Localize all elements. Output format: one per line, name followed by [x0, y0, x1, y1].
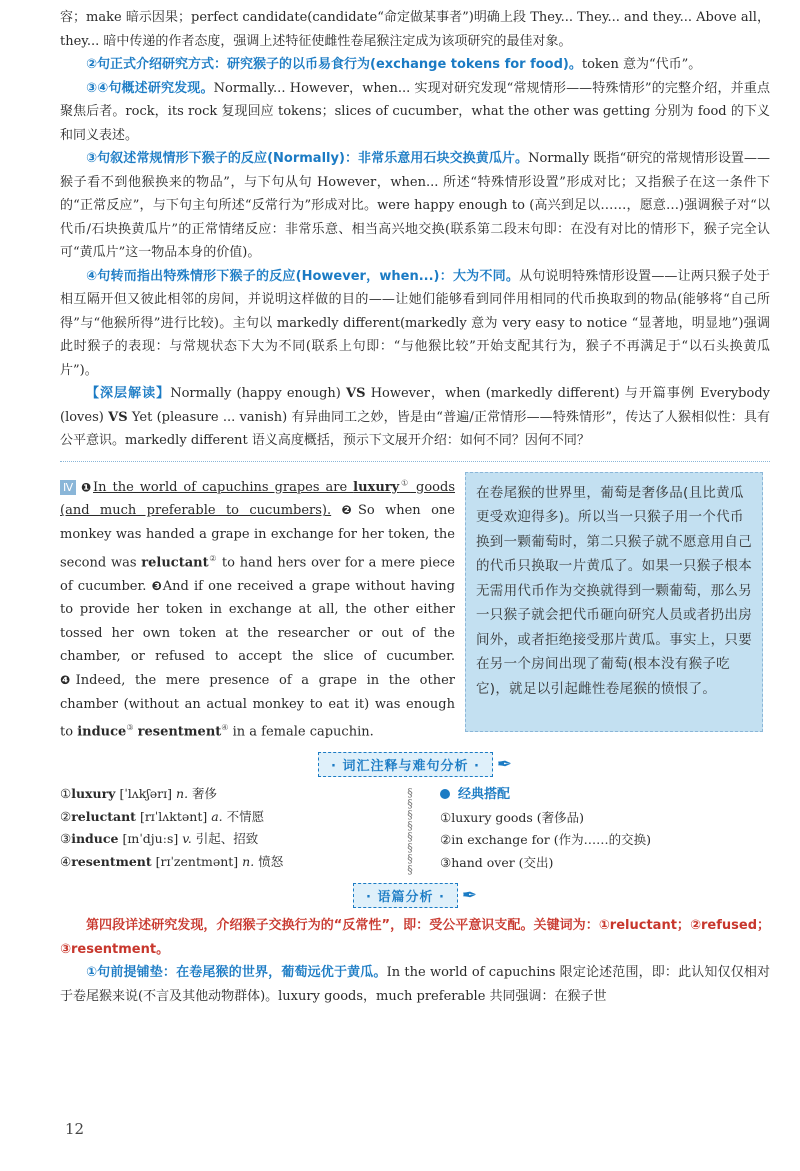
translation-box: 在卷尾猴的世界里，葡萄是奢侈品(且比黄瓜更受欢迎得多)。所以当一只猴子用一个代币换到一颗葡萄时，第二只猴子就不愿意用自己的代币只换取一片黄瓜了。如果一只猴子根本无需用代币作为交换就得到一颗葡萄，那么另一只猴子就会把代币砸向研究人员或者扔出房间外，或者拒绝接受那片黄瓜。事实上，只要在另一个房间出现了葡萄(根本没有猴子吃它)，就足以引起雌性卷尾猴的愤恨了。	[465, 472, 763, 732]
analysis-p1-body: In the world of capuchins 限定论述范围，即：此认知仅仅相对于卷尾猴来说(不言及其他动物群体)。luxury goods，much preferable 共同强调：在猴子世	[60, 965, 771, 1004]
analysis-p1	[60, 961, 770, 1008]
vocab-banner	[60, 752, 770, 777]
collocation-item: ③hand over (交出)	[440, 854, 554, 870]
vocab-pos: n.	[242, 853, 255, 869]
vocab-ipa: [ɪnˈdjuːs]	[122, 831, 179, 847]
para-top-4-head: ③句叙述常规情形下猴子的反应(Normally)：非常乐意用石块交换黄瓜片。	[86, 151, 529, 166]
para-top-5	[60, 265, 770, 383]
sentence-4-pre: Indeed, the mere presence of a grape in the other chamber (without an actual monkey to eat it) was enough to	[60, 672, 455, 740]
collocations-title	[440, 783, 770, 807]
page-number: 12	[65, 1120, 85, 1138]
vocab-num: ②	[60, 808, 72, 824]
vocab-ipa: [ˈlʌkʃərɪ]	[119, 786, 173, 802]
collocations-title-text: 经典搭配	[458, 787, 511, 803]
mark-1: ①	[399, 478, 411, 488]
sentence-2-num: ❷	[341, 503, 358, 518]
para-top-2-body: token 意为“代币”。	[581, 57, 702, 72]
vocab-num: ①	[60, 786, 72, 802]
para-top-3-body: Normally... However，when... 实现对研究发现“常规情形——特殊情形”的完整介绍，并重点聚焦后者。rock，its rock 复现回应 tokens；slices of cucumber，what the other was getting 分别为 food 的下义和同义表述。	[60, 80, 770, 143]
sentence-4-num: ❹	[60, 672, 76, 687]
vocab-item	[60, 851, 400, 874]
keyword-induce: induce	[77, 724, 127, 740]
keyword-luxury: luxury	[353, 479, 400, 495]
keyword-resentment: resentment	[137, 724, 222, 740]
vocab-meaning: 引起、招致	[195, 831, 259, 847]
section-roman-numeral: Ⅳ	[60, 480, 76, 495]
sentence-1-pre: In the world of capuchins grapes are	[93, 479, 354, 495]
vocab-banner-label: · 词汇注释与难句分析 ·	[318, 752, 493, 777]
para-top-4-body: Normally 既指“研究的常规情形设置——猴子看不到他猴换来的物品”，与下句从句 However，when... 所述“特殊情形设置”形成对比；又指猴子在这一条件下的“正常反应”，与下句主句所述“反常行为”形成对比。were happy enough to (高兴到足以……，愿意…)强调猴子对“以代币/石块换黄瓜片”的正常情绪反应：非常乐意、相当高兴地交换(联系第二段末句即：在没有对比的情形下，猴子完全认可“黄瓜片”这一物品本身的价值)。	[60, 151, 770, 260]
vocab-num: ④	[60, 853, 72, 869]
vocab-item	[60, 828, 400, 851]
deep-reading-vs2: VS	[108, 409, 128, 425]
vocab-word: induce	[71, 831, 119, 847]
deep-reading-a: Normally (happy enough)	[170, 386, 347, 401]
collocation-item: ②in exchange for (作为……的交换)	[440, 832, 651, 848]
section-4-english	[60, 472, 455, 745]
vocab-word: reluctant	[71, 808, 136, 824]
analysis-banner-label: · 语篇分析 ·	[353, 883, 458, 908]
sentence-1-num: ❶	[79, 479, 94, 494]
sentence-3: And if one received a grape without having to provide her token in exchange at all, the other either tossed her own token at the researcher or out of the chamber, or refused to accept the slice of cucumber.	[60, 578, 455, 665]
collocation-item: ①luxury goods (奢侈品)	[440, 809, 585, 825]
sentence-4-post: in a female capuchin.	[228, 724, 374, 740]
vocab-pos: n.	[176, 786, 189, 802]
sentence-2-post: to hand hers over for a mere piece of cucumber.	[60, 554, 456, 594]
analysis-banner	[60, 883, 770, 908]
analysis-head: 第四段详述研究发现，介绍猴子交换行为的“反常性”，即：受公平意识支配。关键词为：①reluctant；②refused；③resentment。	[60, 918, 770, 957]
vocab-list	[60, 783, 400, 875]
vocab-ipa: [rɪˈzentmənt]	[155, 853, 239, 869]
para-top-3	[60, 77, 770, 148]
para-top-2-head: ②句正式介绍研究方式：研究猴子的以币易食行为(exchange tokens for food)。	[86, 57, 582, 72]
bullet-dot-icon	[440, 789, 450, 799]
vocab-num: ③	[60, 831, 72, 847]
para-top-5-body: 从句说明特殊情形设置——让两只猴子处于相互隔开但又彼此相邻的房间，并说明这样做的目的——让她们能够看到同伴用相同的代币换取到的物品(能够将“自己所得”与“他猴所得”进行比较)。主句以 markedly different(markedly 意为 very easy to notice “显著地，明显地”)强调此时猴子的表现：与常规状态下大为不同(联系上句即：“与他猴比较”开始支配其行为，猴子不再满足于“以石头换黄瓜片”)。	[60, 268, 770, 378]
para-top-2	[60, 53, 770, 77]
quill-icon: ✒	[496, 754, 513, 776]
mark-4: ④	[221, 723, 229, 733]
para-top-3-head: ③④句概述研究发现。	[86, 80, 214, 96]
vocab-section	[60, 783, 770, 875]
mark-2: ②	[208, 553, 218, 563]
deep-reading-vs1: VS	[346, 386, 366, 401]
divider	[60, 461, 770, 462]
para-top-5-head: ④句转而指出特殊情形下猴子的反应(However，when...)：大为不同。	[86, 268, 520, 284]
keyword-reluctant: reluctant	[141, 554, 209, 570]
vocab-meaning: 愤怒	[258, 853, 284, 869]
chain-divider: § § § § § § § §	[407, 786, 413, 877]
vocab-word: luxury	[71, 786, 116, 802]
sentence-3-num: ❸	[151, 578, 163, 593]
analysis-p1-head: ①句前提铺垫：在卷尾猴的世界，葡萄远优于黄瓜。	[86, 965, 387, 981]
deep-reading-label: 【深层解读】	[86, 386, 171, 401]
mark-3: ③	[126, 723, 134, 733]
section-4	[60, 472, 770, 745]
sentence-1-post: goods (and much preferable to cucumbers).	[60, 479, 455, 519]
vocab-word: resentment	[71, 853, 152, 869]
vocab-meaning: 奢侈	[192, 786, 218, 802]
para-top-4	[60, 147, 770, 265]
para-top-1: 容；make 暗示因果；perfect candidate(candidate“命定做某事者”)明确上段 They... They... and they... Above all，they... 暗中传递的作者态度，强调上述特征使雌性卷尾猴注定成为该项研究的最佳对象。	[60, 10, 770, 49]
sentence-2-pre: So when one monkey was handed a grape in exchange for her token, the second was	[60, 503, 455, 570]
vocab-pos: a.	[211, 808, 223, 824]
deep-reading-c: Yet (pleasure ... vanish) 有异曲同工之妙，皆是由“普遍/正常情形——特殊情形”，传达了人猴相似性：具有公平意识。markedly different 语义高度概括，预示下文展开介绍：如何不同？因何不同？	[60, 409, 770, 448]
vocab-pos: v.	[182, 831, 192, 847]
quill-icon: ✒	[461, 885, 478, 907]
collocations	[440, 783, 770, 875]
vocab-meaning: 不情愿	[226, 808, 265, 824]
deep-reading-b: However，when (markedly different) 与开篇事例 Everybody (loves)	[60, 386, 770, 425]
vocab-ipa: [rɪˈlʌktənt]	[139, 808, 208, 824]
deep-reading	[60, 382, 770, 453]
page-content	[60, 6, 770, 1008]
vocab-item	[60, 806, 400, 829]
vocab-item	[60, 783, 400, 806]
